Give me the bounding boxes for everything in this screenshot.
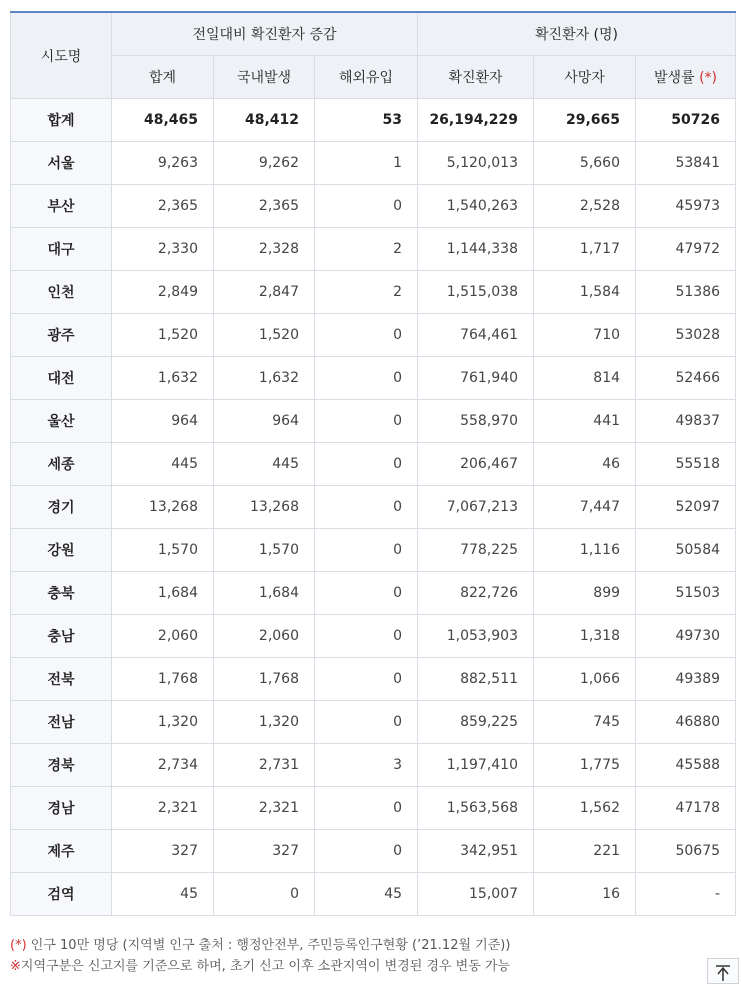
overseas-cell: 3 <box>315 744 418 787</box>
table-row <box>11 271 736 314</box>
header-change-group: 전일대비 확진환자 증감 <box>112 12 418 56</box>
rate-cell: 45588 <box>636 744 736 787</box>
sum-cell: 2,330 <box>112 228 214 271</box>
confirmed-cell: 1,515,038 <box>418 271 534 314</box>
confirmed-cell: 764,461 <box>418 314 534 357</box>
domestic-cell: 1,520 <box>214 314 315 357</box>
footnotes <box>10 935 510 977</box>
region-cell: 제주 <box>11 830 112 873</box>
header-confirmed: 확진환자 <box>418 56 534 99</box>
deaths-cell: 899 <box>534 572 636 615</box>
confirmed-cell: 206,467 <box>418 443 534 486</box>
sum-cell: 1,632 <box>112 357 214 400</box>
rate-cell: 47972 <box>636 228 736 271</box>
rate-footnote-mark: (*) <box>699 70 717 86</box>
sum-cell: 1,320 <box>112 701 214 744</box>
deaths-cell: 710 <box>534 314 636 357</box>
region-cell: 경남 <box>11 787 112 830</box>
table-row <box>11 830 736 873</box>
deaths-cell: 814 <box>534 357 636 400</box>
rate-cell: 53841 <box>636 142 736 185</box>
deaths-cell: 1,775 <box>534 744 636 787</box>
table-row <box>11 701 736 744</box>
deaths-cell: 441 <box>534 400 636 443</box>
domestic-cell: 2,731 <box>214 744 315 787</box>
table-row <box>11 443 736 486</box>
domestic-cell: 964 <box>214 400 315 443</box>
footnote-population: (*) 인구 10만 명당 (지역별 인구 출처 : 행정안전부, 주민등록인구현황 (’21.12월 기준)) <box>10 938 511 953</box>
table-row <box>11 357 736 400</box>
rate-cell: 55518 <box>636 443 736 486</box>
domestic-cell: 2,060 <box>214 615 315 658</box>
rate-cell: 50675 <box>636 830 736 873</box>
sum-cell: 13,268 <box>112 486 214 529</box>
confirmed-cell: 558,970 <box>418 400 534 443</box>
table-row-total <box>11 99 736 142</box>
region-cell: 전남 <box>11 701 112 744</box>
confirmed-cell: 15,007 <box>418 873 534 916</box>
confirmed-cell: 342,951 <box>418 830 534 873</box>
region-cell: 강원 <box>11 529 112 572</box>
confirmed-cell: 882,511 <box>418 658 534 701</box>
rate-cell: 49389 <box>636 658 736 701</box>
table-row <box>11 529 736 572</box>
table-row <box>11 185 736 228</box>
region-cell: 울산 <box>11 400 112 443</box>
rate-cell: 50584 <box>636 529 736 572</box>
rate-cell: 52466 <box>636 357 736 400</box>
confirmed-cell: 1,197,410 <box>418 744 534 787</box>
header-rate: 발생률 (*) <box>636 56 736 99</box>
confirmed-cell: 761,940 <box>418 357 534 400</box>
region-cell: 충북 <box>11 572 112 615</box>
domestic-cell: 327 <box>214 830 315 873</box>
confirmed-cell: 1,053,903 <box>418 615 534 658</box>
table-row <box>11 142 736 185</box>
overseas-cell: 0 <box>315 701 418 744</box>
deaths-cell: 5,660 <box>534 142 636 185</box>
sum-cell: 2,734 <box>112 744 214 787</box>
region-cell: 검역 <box>11 873 112 916</box>
sum-cell: 9,263 <box>112 142 214 185</box>
table-row <box>11 572 736 615</box>
table-row <box>11 400 736 443</box>
rate-cell: 50726 <box>636 99 736 142</box>
sum-cell: 1,768 <box>112 658 214 701</box>
sum-cell: 1,684 <box>112 572 214 615</box>
table-row <box>11 486 736 529</box>
sum-cell: 2,060 <box>112 615 214 658</box>
deaths-cell: 46 <box>534 443 636 486</box>
footnote-region-basis: ※지역구분은 신고지를 기준으로 하며, 초기 신고 이후 소관지역이 변경된 경우 변동 가능 <box>10 959 511 974</box>
region-cell: 서울 <box>11 142 112 185</box>
region-cell: 대전 <box>11 357 112 400</box>
deaths-cell: 1,318 <box>534 615 636 658</box>
table-row <box>11 787 736 830</box>
sum-cell: 48,465 <box>112 99 214 142</box>
region-cell: 부산 <box>11 185 112 228</box>
overseas-cell: 2 <box>315 271 418 314</box>
table-row <box>11 658 736 701</box>
overseas-cell: 0 <box>315 185 418 228</box>
deaths-cell: 29,665 <box>534 99 636 142</box>
table-row <box>11 744 736 787</box>
confirmed-cell: 778,225 <box>418 529 534 572</box>
rate-cell: 46880 <box>636 701 736 744</box>
deaths-cell: 1,717 <box>534 228 636 271</box>
header-region: 시도명 <box>11 12 112 99</box>
header-overseas: 해외유입 <box>315 56 418 99</box>
domestic-cell: 2,365 <box>214 185 315 228</box>
overseas-cell: 0 <box>315 529 418 572</box>
confirmed-cell: 859,225 <box>418 701 534 744</box>
rate-cell: 52097 <box>636 486 736 529</box>
deaths-cell: 221 <box>534 830 636 873</box>
region-cell: 경기 <box>11 486 112 529</box>
sum-cell: 1,570 <box>112 529 214 572</box>
domestic-cell: 48,412 <box>214 99 315 142</box>
rate-cell: 51503 <box>636 572 736 615</box>
rate-cell: 47178 <box>636 787 736 830</box>
confirmed-cell: 1,563,568 <box>418 787 534 830</box>
arrow-up-icon <box>714 964 732 982</box>
sum-cell: 45 <box>112 873 214 916</box>
rate-cell: 45973 <box>636 185 736 228</box>
domestic-cell: 2,321 <box>214 787 315 830</box>
sum-cell: 1,520 <box>112 314 214 357</box>
rate-cell: 49730 <box>636 615 736 658</box>
confirmed-cell: 7,067,213 <box>418 486 534 529</box>
region-cell: 전북 <box>11 658 112 701</box>
confirmed-cell: 26,194,229 <box>418 99 534 142</box>
overseas-cell: 0 <box>315 658 418 701</box>
overseas-cell: 0 <box>315 615 418 658</box>
region-cell: 충남 <box>11 615 112 658</box>
confirmed-cell: 5,120,013 <box>418 142 534 185</box>
header-domestic: 국내발생 <box>214 56 315 99</box>
overseas-cell: 0 <box>315 357 418 400</box>
rate-cell: - <box>636 873 736 916</box>
table-row <box>11 873 736 916</box>
domestic-cell: 1,320 <box>214 701 315 744</box>
domestic-cell: 1,570 <box>214 529 315 572</box>
overseas-cell: 0 <box>315 486 418 529</box>
region-cell: 광주 <box>11 314 112 357</box>
confirmed-cell: 822,726 <box>418 572 534 615</box>
deaths-cell: 1,066 <box>534 658 636 701</box>
overseas-cell: 0 <box>315 443 418 486</box>
sum-cell: 327 <box>112 830 214 873</box>
domestic-cell: 9,262 <box>214 142 315 185</box>
rate-cell: 49837 <box>636 400 736 443</box>
overseas-cell: 0 <box>315 830 418 873</box>
domestic-cell: 1,632 <box>214 357 315 400</box>
deaths-cell: 16 <box>534 873 636 916</box>
domestic-cell: 2,847 <box>214 271 315 314</box>
overseas-cell: 2 <box>315 228 418 271</box>
rate-cell: 51386 <box>636 271 736 314</box>
region-cell: 세종 <box>11 443 112 486</box>
deaths-cell: 1,562 <box>534 787 636 830</box>
overseas-cell: 45 <box>315 873 418 916</box>
deaths-cell: 745 <box>534 701 636 744</box>
sum-cell: 2,365 <box>112 185 214 228</box>
domestic-cell: 2,328 <box>214 228 315 271</box>
overseas-cell: 0 <box>315 572 418 615</box>
confirmed-cell: 1,540,263 <box>418 185 534 228</box>
domestic-cell: 13,268 <box>214 486 315 529</box>
domestic-cell: 0 <box>214 873 315 916</box>
sum-cell: 445 <box>112 443 214 486</box>
rate-cell: 53028 <box>636 314 736 357</box>
domestic-cell: 1,684 <box>214 572 315 615</box>
sum-cell: 964 <box>112 400 214 443</box>
header-sum: 합계 <box>112 56 214 99</box>
scroll-to-top-button[interactable] <box>707 958 739 984</box>
overseas-cell: 0 <box>315 314 418 357</box>
deaths-cell: 2,528 <box>534 185 636 228</box>
region-cell: 인천 <box>11 271 112 314</box>
deaths-cell: 1,584 <box>534 271 636 314</box>
table-row <box>11 615 736 658</box>
overseas-cell: 53 <box>315 99 418 142</box>
deaths-cell: 7,447 <box>534 486 636 529</box>
table-row <box>11 228 736 271</box>
domestic-cell: 1,768 <box>214 658 315 701</box>
deaths-cell: 1,116 <box>534 529 636 572</box>
overseas-cell: 1 <box>315 142 418 185</box>
overseas-cell: 0 <box>315 787 418 830</box>
region-cell: 대구 <box>11 228 112 271</box>
covid-regional-table <box>10 11 736 916</box>
table-row <box>11 314 736 357</box>
sum-cell: 2,321 <box>112 787 214 830</box>
domestic-cell: 445 <box>214 443 315 486</box>
header-deaths: 사망자 <box>534 56 636 99</box>
confirmed-cell: 1,144,338 <box>418 228 534 271</box>
overseas-cell: 0 <box>315 400 418 443</box>
header-cases-group: 확진환자 (명) <box>418 12 736 56</box>
region-cell: 합계 <box>11 99 112 142</box>
sum-cell: 2,849 <box>112 271 214 314</box>
region-cell: 경북 <box>11 744 112 787</box>
